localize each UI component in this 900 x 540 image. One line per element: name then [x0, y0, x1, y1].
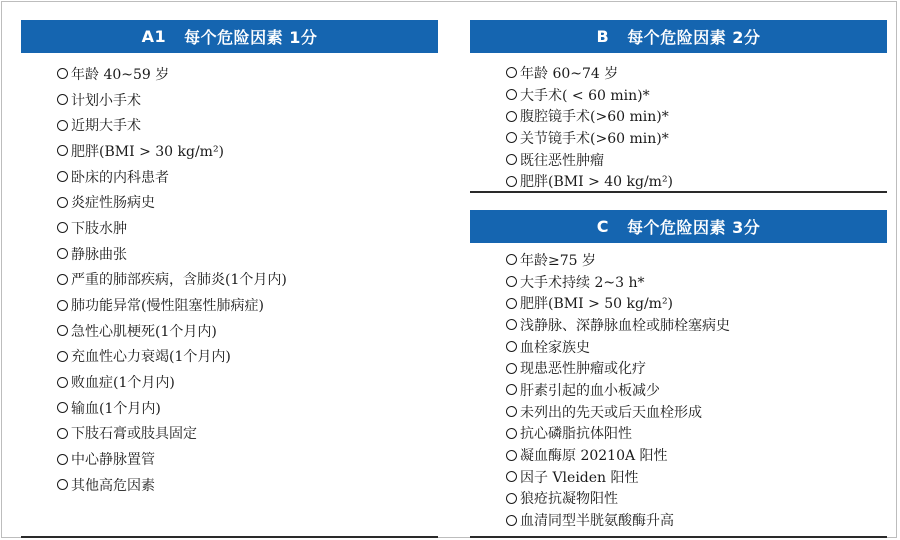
risk-factor-label: 静脉曲张	[71, 246, 127, 263]
risk-factor-item	[506, 401, 730, 423]
risk-factor-item	[506, 271, 730, 293]
circle-bullet-icon	[57, 94, 68, 105]
risk-factor-item	[57, 138, 287, 164]
risk-factor-label: 炎症性肠病史	[71, 195, 155, 212]
circle-bullet-icon	[506, 319, 517, 330]
circle-bullet-icon	[506, 276, 517, 287]
risk-factor-label: 腹腔镜手术(>60 min)*	[520, 109, 669, 126]
risk-factor-item	[57, 369, 287, 395]
risk-factor-label: 下肢水肿	[71, 220, 127, 237]
circle-bullet-icon	[57, 274, 68, 285]
risk-factor-label: 肥胖(BMI > 30 kg/m²)	[71, 143, 225, 160]
circle-bullet-icon	[57, 325, 68, 336]
circle-bullet-icon	[506, 67, 517, 78]
circle-bullet-icon	[57, 248, 68, 259]
panel-b-header	[470, 20, 887, 53]
risk-factor-label: 现患恶性肿瘤或化疗	[520, 361, 646, 378]
circle-bullet-icon	[57, 402, 68, 413]
risk-panel-b	[470, 20, 887, 194]
risk-factor-item	[57, 472, 287, 498]
panel-c-list	[506, 249, 730, 531]
risk-factor-label: 肝素引起的血小板减少	[520, 382, 660, 399]
risk-factor-label: 肺功能异常(慢性阻塞性肺病症)	[71, 298, 264, 315]
risk-factor-label: 血清同型半胱氨酸酶升高	[520, 513, 674, 530]
risk-factor-item	[506, 292, 730, 314]
risk-factor-label: 其他高危因素	[71, 477, 155, 494]
panel-c-title: 每个危险因素 3分	[627, 218, 761, 237]
panel-c-header	[470, 210, 887, 243]
risk-factor-label: 肥胖(BMI > 50 kg/m²)	[520, 296, 674, 313]
circle-bullet-icon	[506, 384, 517, 395]
panel-a-code: A1	[141, 27, 167, 46]
risk-factor-item	[506, 149, 673, 171]
risk-factor-item	[506, 336, 730, 358]
risk-factor-item	[506, 170, 673, 192]
circle-bullet-icon	[57, 197, 68, 208]
risk-factor-item	[506, 127, 673, 149]
risk-panel-a	[21, 20, 438, 539]
risk-factor-label: 急性心肌梗死(1个月内)	[71, 323, 217, 340]
circle-bullet-icon	[506, 493, 517, 504]
risk-factor-item	[57, 267, 287, 293]
circle-bullet-icon	[506, 428, 517, 439]
risk-factor-label: 严重的肺部疾病，含肺炎(1个月内)	[71, 272, 287, 289]
risk-factor-label: 年龄 60~74 岁	[520, 65, 619, 82]
risk-factor-item	[506, 314, 730, 336]
risk-factor-label: 浅静脉、深静脉血栓或肺栓塞病史	[520, 317, 730, 334]
circle-bullet-icon	[506, 132, 517, 143]
circle-bullet-icon	[57, 222, 68, 233]
risk-factor-label: 败血症(1个月内)	[71, 375, 175, 392]
risk-factor-label: 年龄 40~59 岁	[71, 66, 170, 83]
risk-factor-label: 中心静脉置管	[71, 452, 155, 469]
risk-factor-label: 下肢石膏或肢具固定	[71, 426, 197, 443]
risk-factor-item	[57, 395, 287, 421]
risk-factor-item	[57, 87, 287, 113]
risk-factor-label: 近期大手术	[71, 118, 141, 135]
risk-factor-label: 因子 Vleiden 阳性	[520, 469, 639, 486]
risk-factor-item	[57, 61, 287, 87]
risk-factor-item	[506, 488, 730, 510]
circle-bullet-icon	[57, 377, 68, 388]
panel-b-code: B	[596, 27, 610, 46]
risk-factor-label: 关节镜手术(>60 min)*	[520, 130, 669, 147]
panel-a-bottom-rule	[21, 536, 438, 538]
risk-factor-item	[506, 62, 673, 84]
risk-factor-label: 计划小手术	[71, 92, 141, 109]
risk-factor-label: 未列出的先天或后天血栓形成	[520, 404, 702, 421]
panel-c-bottom-rule	[470, 536, 887, 538]
risk-factor-label: 年龄≥75 岁	[520, 252, 596, 269]
circle-bullet-icon	[57, 454, 68, 465]
circle-bullet-icon	[506, 363, 517, 374]
panel-a-header	[21, 20, 438, 53]
circle-bullet-icon	[57, 68, 68, 79]
circle-bullet-icon	[506, 406, 517, 417]
risk-factor-label: 抗心磷脂抗体阳性	[520, 426, 632, 443]
risk-factor-item	[57, 446, 287, 472]
risk-factor-label: 充血性心力衰竭(1个月内)	[71, 349, 231, 366]
risk-factor-item	[57, 241, 287, 267]
risk-factor-item	[57, 215, 287, 241]
risk-factor-item	[57, 292, 287, 318]
risk-factor-item	[506, 379, 730, 401]
circle-bullet-icon	[57, 120, 68, 131]
risk-factor-item	[506, 423, 730, 445]
risk-factor-item	[506, 105, 673, 127]
risk-factor-label: 卧床的内科患者	[71, 169, 169, 186]
panel-b-list	[506, 62, 673, 192]
circle-bullet-icon	[57, 351, 68, 362]
circle-bullet-icon	[57, 428, 68, 439]
circle-bullet-icon	[506, 471, 517, 482]
risk-factor-label: 输血(1个月内)	[71, 400, 161, 417]
risk-factor-item	[506, 466, 730, 488]
circle-bullet-icon	[506, 515, 517, 526]
risk-factor-item	[57, 164, 287, 190]
risk-factor-item	[506, 249, 730, 271]
risk-factor-label: 大手术( < 60 min)*	[520, 87, 650, 104]
circle-bullet-icon	[57, 300, 68, 311]
risk-factor-item	[57, 189, 287, 215]
circle-bullet-icon	[506, 254, 517, 265]
risk-factor-item	[57, 112, 287, 138]
circle-bullet-icon	[506, 341, 517, 352]
risk-factor-item	[506, 509, 730, 531]
risk-factor-item	[57, 318, 287, 344]
risk-factor-label: 大手术持续 2~3 h*	[520, 274, 645, 291]
risk-factor-item	[506, 357, 730, 379]
risk-factor-item	[506, 84, 673, 106]
risk-factor-label: 血栓家族史	[520, 339, 590, 356]
risk-factor-label: 狼疮抗凝物阳性	[520, 491, 618, 508]
risk-panel-c	[470, 210, 887, 539]
circle-bullet-icon	[506, 298, 517, 309]
circle-bullet-icon	[506, 89, 517, 100]
panel-a-title: 每个危险因素 1分	[184, 28, 318, 47]
circle-bullet-icon	[57, 145, 68, 156]
risk-factor-item	[57, 344, 287, 370]
panel-a-list	[57, 61, 287, 498]
circle-bullet-icon	[57, 479, 68, 490]
circle-bullet-icon	[506, 111, 517, 122]
circle-bullet-icon	[506, 450, 517, 461]
circle-bullet-icon	[57, 171, 68, 182]
risk-factor-label: 凝血酶原 20210A 阳性	[520, 448, 668, 465]
panel-b-bottom-rule	[470, 191, 887, 193]
risk-factor-item	[506, 444, 730, 466]
circle-bullet-icon	[506, 154, 517, 165]
risk-factor-label: 肥胖(BMI > 40 kg/m²)	[520, 174, 674, 191]
panel-b-title: 每个危险因素 2分	[627, 28, 761, 47]
risk-factor-item	[57, 421, 287, 447]
panel-c-code: C	[596, 217, 610, 236]
circle-bullet-icon	[506, 176, 517, 187]
risk-factor-label: 既往恶性肿瘤	[520, 152, 604, 169]
